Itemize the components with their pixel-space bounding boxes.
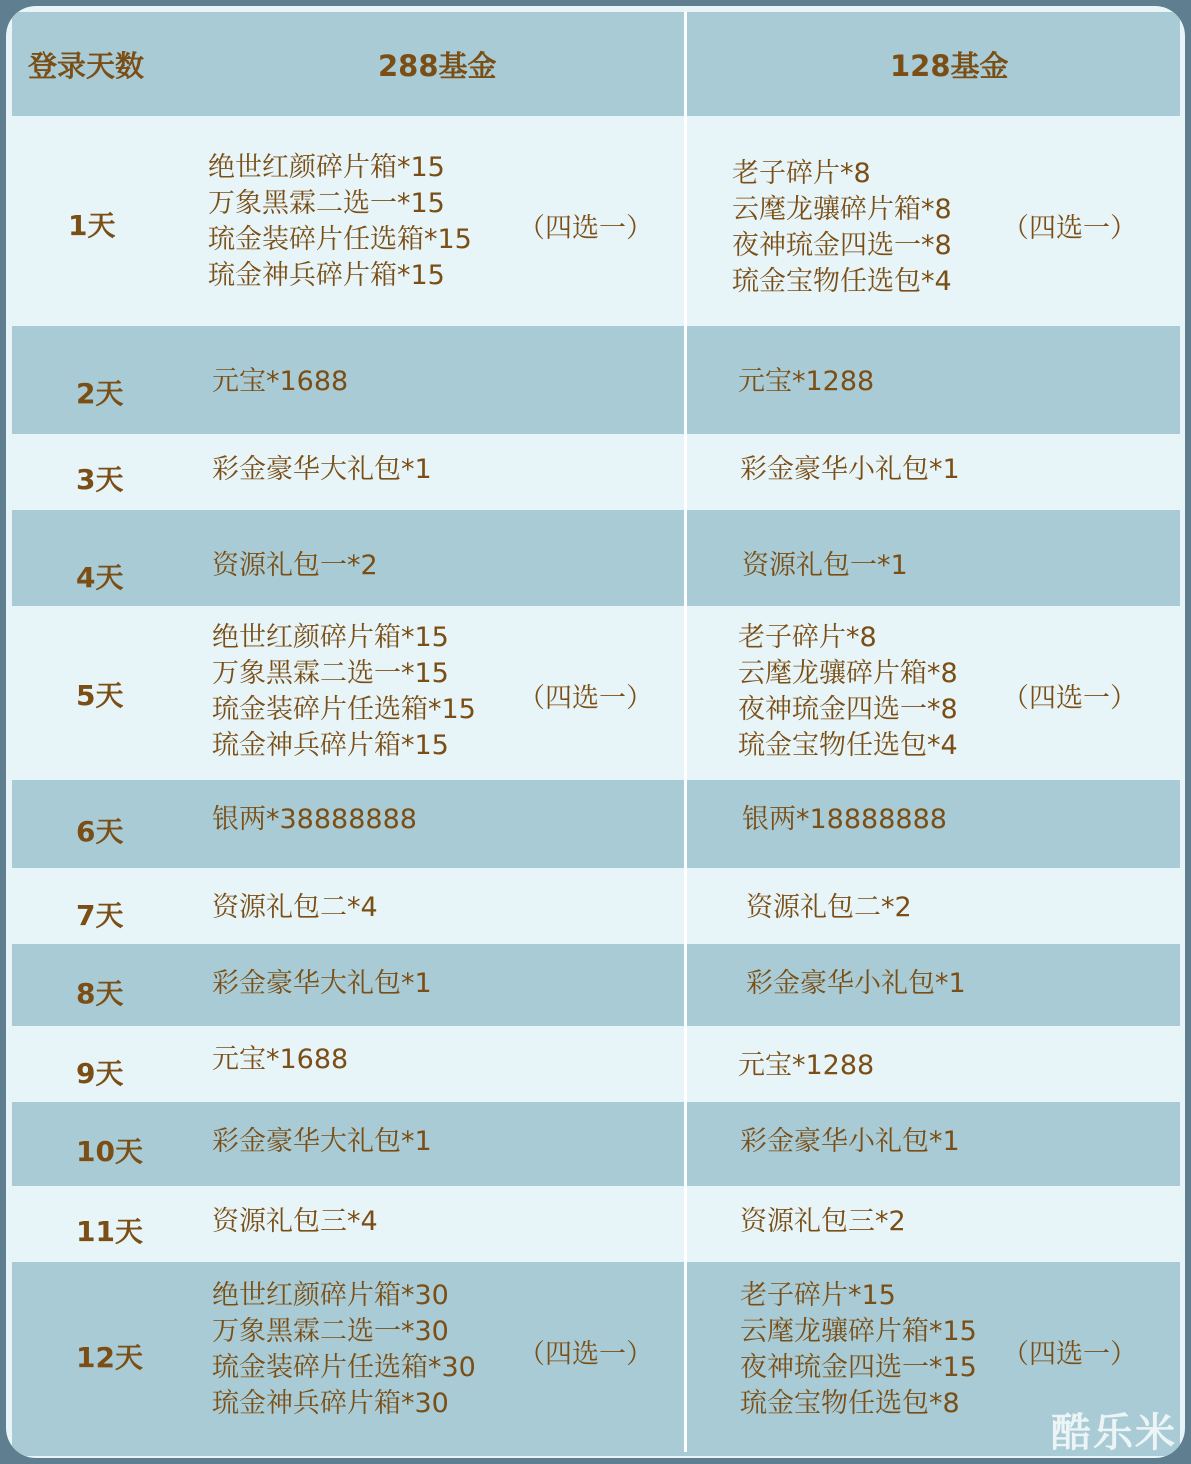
header-fund-128: 128基金 (890, 49, 1009, 83)
table-row-day-1 (12, 118, 1180, 324)
day-label: 9天 (76, 1057, 124, 1090)
day-label: 7天 (76, 899, 124, 932)
day-label: 12天 (76, 1341, 143, 1374)
item: 万象黑霖二选一*30 (212, 1316, 449, 1347)
item: 老子碎片*8 (738, 622, 877, 653)
table-row-day-12 (12, 1262, 1180, 1456)
item: 老子碎片*15 (740, 1280, 896, 1311)
column-divider (684, 12, 687, 1452)
item: 夜神琉金四选一*8 (738, 694, 958, 725)
table-row-day-6 (12, 780, 1180, 868)
fund-128-item: 资源礼包三*2 (740, 1206, 906, 1237)
fund-288-item: 元宝*1688 (212, 1044, 349, 1075)
item: 夜神琉金四选一*15 (740, 1352, 977, 1383)
fund-128-item: 银两*18888888 (742, 804, 947, 835)
fund-288-item: 银两*38888888 (212, 804, 417, 835)
fund-128-item: 元宝*1288 (738, 366, 875, 397)
fund-128-items (740, 1278, 977, 1422)
item: 琉金装碎片任选箱*15 (208, 224, 472, 255)
item: 夜神琉金四选一*8 (732, 230, 952, 261)
table-row-day-10 (12, 1102, 1180, 1186)
header-day: 登录天数 (28, 49, 145, 83)
fund-128-item: 资源礼包一*1 (742, 550, 908, 581)
item: 琉金宝物任选包*4 (738, 730, 958, 761)
choose-one-of-four-note: （四选一） (1002, 1339, 1137, 1370)
table-row-day-3 (12, 436, 1180, 508)
item: 绝世红颜碎片箱*15 (208, 152, 445, 183)
table-row-day-7 (12, 870, 1180, 942)
item: 绝世红颜碎片箱*30 (212, 1280, 449, 1311)
choose-one-of-four-note: （四选一） (518, 1339, 653, 1370)
day-label: 3天 (76, 463, 124, 496)
item: 琉金宝物任选包*4 (732, 266, 952, 297)
item: 琉金神兵碎片箱*15 (212, 730, 449, 761)
fund-288-item: 彩金豪华大礼包*1 (212, 1126, 432, 1157)
day-label: 5天 (76, 679, 124, 712)
day-label: 2天 (76, 377, 124, 410)
item: 云麾龙骧碎片箱*8 (738, 658, 958, 689)
header-fund-288: 288基金 (378, 49, 497, 83)
choose-one-of-four-note: （四选一） (518, 213, 653, 244)
item: 老子碎片*8 (732, 158, 871, 189)
table-row-day-9 (12, 1028, 1180, 1100)
day-label: 10天 (76, 1135, 143, 1168)
fund-288-item: 资源礼包二*4 (212, 892, 378, 923)
day-label: 8天 (76, 977, 124, 1010)
item: 琉金装碎片任选箱*15 (212, 694, 476, 725)
table-row-day-5 (12, 608, 1180, 778)
fund-288-items (212, 1278, 476, 1422)
reward-table (6, 6, 1185, 1458)
day-label: 1天 (68, 209, 116, 242)
fund-288-item: 资源礼包三*4 (212, 1206, 378, 1237)
item: 万象黑霖二选一*15 (212, 658, 449, 689)
day-label: 4天 (76, 561, 124, 594)
fund-288-item: 元宝*1688 (212, 366, 349, 397)
fund-288-items (208, 150, 472, 294)
day-label: 6天 (76, 815, 124, 848)
fund-128-item: 彩金豪华小礼包*1 (740, 1126, 960, 1157)
fund-128-item: 彩金豪华小礼包*1 (746, 968, 966, 999)
table-row-day-11 (12, 1188, 1180, 1260)
item: 琉金宝物任选包*8 (740, 1388, 960, 1419)
item: 琉金装碎片任选箱*30 (212, 1352, 476, 1383)
fund-128-item: 资源礼包二*2 (746, 892, 912, 923)
fund-288-item: 资源礼包一*2 (212, 550, 378, 581)
item: 万象黑霖二选一*15 (208, 188, 445, 219)
item: 云麾龙骧碎片箱*15 (740, 1316, 977, 1347)
choose-one-of-four-note: （四选一） (1002, 683, 1137, 714)
table-row-day-8 (12, 944, 1180, 1026)
fund-128-items (732, 156, 952, 300)
fund-288-item: 彩金豪华大礼包*1 (212, 968, 432, 999)
item: 琉金神兵碎片箱*15 (208, 260, 445, 291)
fund-128-item: 元宝*1288 (738, 1050, 875, 1081)
fund-128-item: 彩金豪华小礼包*1 (740, 454, 960, 485)
choose-one-of-four-note: （四选一） (1002, 213, 1137, 244)
table-row-day-2 (12, 326, 1180, 434)
choose-one-of-four-note: （四选一） (518, 683, 653, 714)
table-header (12, 12, 1180, 116)
item: 云麾龙骧碎片箱*8 (732, 194, 952, 225)
table-row-day-4 (12, 510, 1180, 606)
fund-288-item: 彩金豪华大礼包*1 (212, 454, 432, 485)
watermark-logo: 酷乐米 (1051, 1410, 1177, 1456)
item: 绝世红颜碎片箱*15 (212, 622, 449, 653)
day-label: 11天 (76, 1215, 143, 1248)
item: 琉金神兵碎片箱*30 (212, 1388, 449, 1419)
fund-128-items (738, 620, 958, 764)
fund-288-items (212, 620, 476, 764)
